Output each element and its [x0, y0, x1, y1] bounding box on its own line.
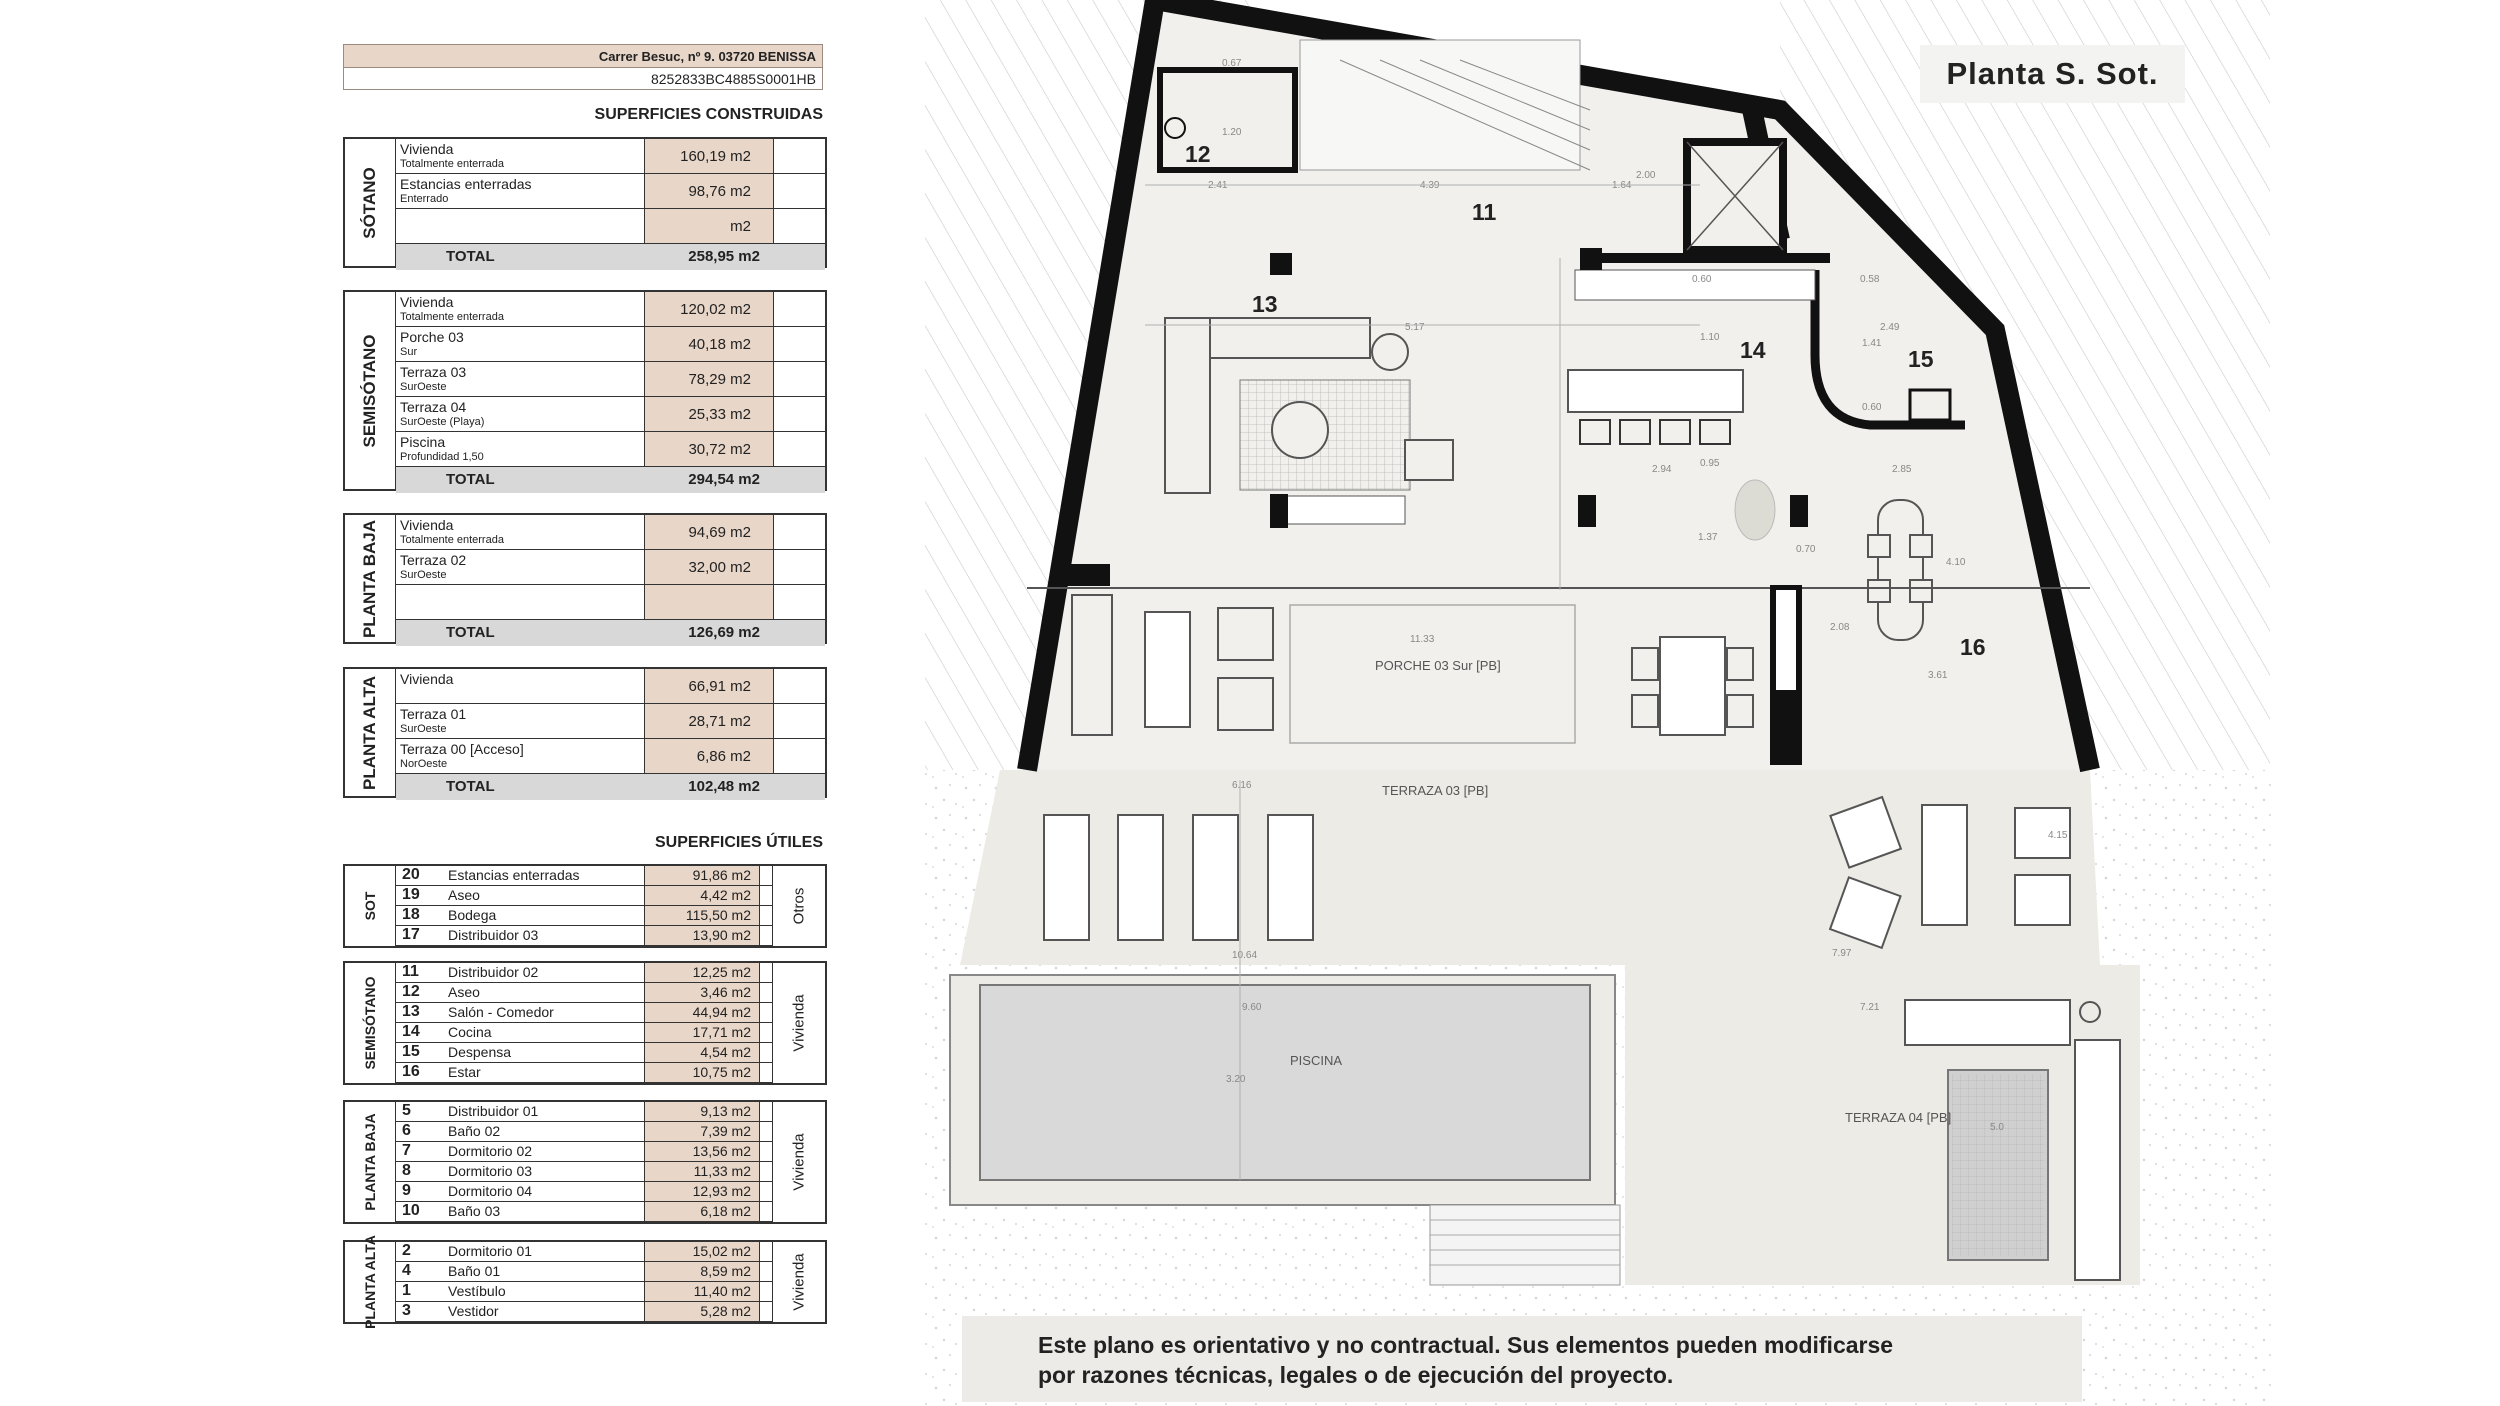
useful-floor-name — [343, 1100, 395, 1224]
useful-row — [396, 983, 773, 1003]
built-rows — [395, 667, 827, 798]
total-row — [396, 244, 825, 270]
built-row — [396, 515, 825, 550]
room-number: 8 — [402, 1162, 411, 1179]
room-name: Salón - Comedor — [448, 1004, 554, 1020]
total-row — [396, 620, 825, 646]
useful-floor-text: SOT — [362, 891, 378, 921]
built-table-1 — [343, 290, 827, 491]
space-name: Vivienda — [400, 294, 454, 310]
built-row — [396, 362, 825, 397]
fireplace-opening — [1776, 590, 1796, 690]
dim-label: 2.00 — [1636, 170, 1656, 181]
useful-row — [396, 1182, 773, 1202]
space-area: 6,86 m2 — [644, 739, 774, 773]
room-number: 20 — [402, 866, 420, 883]
cadastral-reference: 8252833BC4885S0001HB — [343, 68, 823, 90]
porche-label: PORCHE 03 Sur [PB] — [1375, 658, 1501, 673]
total-value: 102,48 m2 — [688, 778, 760, 795]
dim-label: 4.10 — [1946, 557, 1966, 568]
disclaimer-line-2: por razones técnicas, legales o de ejecución del proyecto. — [1038, 1362, 1674, 1388]
dim-label: 1.10 — [1700, 332, 1720, 343]
space-area: 25,33 m2 — [644, 397, 774, 431]
useful-table-3 — [343, 1235, 827, 1329]
space-subtitle: NorOeste — [400, 758, 448, 770]
built-row — [396, 209, 825, 244]
built-rows — [395, 137, 827, 268]
terrace-side-table — [1922, 805, 1967, 925]
useful-table-2 — [343, 1100, 827, 1224]
room-area: 11,40 m2 — [644, 1282, 760, 1301]
room-number-15: 15 — [1908, 346, 1934, 372]
total-value: 294,54 m2 — [688, 471, 760, 488]
room-name: Aseo — [448, 984, 480, 1000]
room-name: Estancias enterradas — [448, 867, 580, 883]
useful-row — [396, 1142, 773, 1162]
dim-label: 0.67 — [1222, 58, 1242, 69]
useful-floor-text: SEMISÓTANO — [362, 976, 378, 1070]
floor-name — [343, 137, 395, 268]
built-row — [396, 397, 825, 432]
dim-label: 3.20 — [1226, 1074, 1246, 1085]
useful-row — [396, 1162, 773, 1182]
room-area: 17,71 m2 — [644, 1023, 760, 1042]
room-name: Baño 01 — [448, 1263, 501, 1279]
room-number: 9 — [402, 1182, 411, 1199]
column — [1270, 253, 1292, 275]
built-row — [396, 292, 825, 327]
coffee-table — [1272, 402, 1328, 458]
dim-label: 10.64 — [1232, 950, 1258, 961]
floor-name-text: SÓTANO — [360, 166, 379, 239]
room-number-16: 16 — [1960, 634, 1986, 660]
useful-floor-text: PLANTA ALTA — [362, 1235, 378, 1329]
interior-stairs — [1300, 40, 1590, 170]
dim-label: 0.70 — [1796, 544, 1816, 555]
use-category-text: Otros — [790, 887, 808, 925]
useful-rows — [395, 1240, 827, 1324]
useful-row — [396, 1063, 773, 1083]
room-number: 10 — [402, 1202, 420, 1219]
room-area: 12,25 m2 — [644, 963, 760, 982]
dim-label: 2.49 — [1880, 322, 1900, 333]
column — [1270, 494, 1288, 528]
dim-label: 1.37 — [1698, 532, 1718, 543]
space-name: Terraza 00 [Acceso] — [400, 741, 524, 757]
dim-label: 2.94 — [1652, 464, 1672, 475]
dim-label: 2.41 — [1208, 180, 1228, 191]
space-area: 120,02 m2 — [644, 292, 774, 326]
dim-label: 0.60 — [1862, 402, 1882, 413]
room-number-11: 11 — [1472, 199, 1497, 225]
space-area: 40,18 m2 — [644, 327, 774, 361]
useful-row — [396, 926, 773, 946]
useful-row — [396, 866, 773, 886]
room-number-12: 12 — [1185, 141, 1211, 167]
useful-floor-name — [343, 864, 395, 948]
room-area: 3,46 m2 — [644, 983, 760, 1002]
space-name: Terraza 01 — [400, 706, 467, 722]
room-name: Distribuidor 03 — [448, 927, 539, 943]
room-name: Distribuidor 01 — [448, 1103, 539, 1119]
useful-row — [396, 1023, 773, 1043]
room-number: 12 — [402, 983, 420, 1000]
dining-table — [1878, 500, 1923, 640]
useful-row — [396, 1003, 773, 1023]
total-value: 126,69 m2 — [688, 624, 760, 641]
space-name: Porche 03 — [400, 329, 464, 345]
plant-icon — [1735, 480, 1775, 540]
built-row — [396, 432, 825, 467]
useful-table-1 — [343, 961, 827, 1085]
floor-name — [343, 667, 395, 798]
built-rows — [395, 290, 827, 491]
space-area: 66,91 m2 — [644, 669, 774, 703]
dim-label: 9.60 — [1242, 1002, 1262, 1013]
useful-row — [396, 1302, 773, 1322]
space-subtitle: Sur — [400, 346, 418, 358]
dim-label: 11.33 — [1410, 634, 1435, 645]
room-area: 13,56 m2 — [644, 1142, 760, 1161]
address-text: Carrer Besuc, nº 9. 03720 BENISSA — [343, 44, 823, 68]
useful-row — [396, 1102, 773, 1122]
space-subtitle: Enterrado — [400, 193, 449, 205]
floor-name-text: PLANTA BAJA — [360, 519, 379, 638]
space-subtitle: Totalmente enterrada — [400, 311, 504, 323]
dim-label: 7.97 — [1832, 948, 1852, 959]
useful-rows — [395, 1100, 827, 1224]
built-rows — [395, 513, 827, 644]
room-area: 91,86 m2 — [644, 866, 760, 885]
room-number: 19 — [402, 886, 420, 903]
room-name: Despensa — [448, 1044, 512, 1060]
built-row — [396, 585, 825, 620]
terrace-04-sofa — [1905, 1000, 2070, 1045]
room-number: 7 — [402, 1142, 411, 1159]
floor-name-text: PLANTA ALTA — [360, 675, 379, 790]
built-row — [396, 739, 825, 774]
space-subtitle: SurOeste — [400, 723, 447, 735]
space-name: Piscina — [400, 434, 446, 450]
dim-label: 2.85 — [1892, 464, 1912, 475]
dim-label: 6.16 — [1232, 780, 1252, 791]
room-number-14: 14 — [1740, 337, 1766, 363]
room-area: 13,90 m2 — [644, 926, 760, 945]
dim-label: 4.39 — [1420, 180, 1440, 191]
space-name: Vivienda — [400, 517, 454, 533]
column — [1578, 495, 1596, 527]
built-table-2 — [343, 513, 827, 644]
total-row — [396, 467, 825, 493]
space-subtitle: SurOeste (Playa) — [400, 416, 485, 428]
space-area: 32,00 m2 — [644, 550, 774, 584]
room-area: 44,94 m2 — [644, 1003, 760, 1022]
room-name: Dormitorio 04 — [448, 1183, 533, 1199]
room-area: 10,75 m2 — [644, 1063, 760, 1082]
porch-lounger — [1145, 612, 1190, 727]
exterior-stairs — [1430, 1205, 1620, 1285]
use-category — [772, 866, 825, 946]
useful-row — [396, 906, 773, 926]
room-area: 15,02 m2 — [644, 1242, 760, 1261]
built-table-0 — [343, 137, 827, 268]
dim-label: 2.08 — [1830, 622, 1850, 633]
useful-rows — [395, 961, 827, 1085]
built-row — [396, 550, 825, 585]
room-number: 16 — [402, 1063, 420, 1080]
room-name: Bodega — [448, 907, 497, 923]
space-area: 98,76 m2 — [644, 174, 774, 208]
room-number-13: 13 — [1252, 291, 1278, 317]
useful-row — [396, 963, 773, 983]
dim-label: 4.15 — [2048, 830, 2068, 841]
room-number: 11 — [402, 963, 419, 980]
side-table — [1372, 334, 1408, 370]
space-name: Terraza 03 — [400, 364, 467, 380]
dim-label: 0.60 — [1692, 274, 1712, 285]
space-area: 160,19 m2 — [644, 139, 774, 173]
useful-floor-name — [343, 961, 395, 1085]
disclaimer — [962, 1316, 2082, 1402]
space-name: Estancias enterradas — [400, 176, 532, 192]
room-area: 9,13 m2 — [644, 1102, 760, 1121]
built-areas-title: SUPERFICIES CONSTRUIDAS — [594, 106, 823, 123]
total-label: TOTAL — [446, 471, 495, 488]
room-number: 17 — [402, 926, 420, 943]
terrace-04-bench — [2075, 1040, 2120, 1280]
room-name: Dormitorio 03 — [448, 1163, 533, 1179]
terraza-04-label: TERRAZA 04 [PB] — [1845, 1110, 1952, 1125]
built-table-3 — [343, 667, 827, 798]
room-number: 2 — [402, 1242, 411, 1259]
space-name: Terraza 04 — [400, 399, 467, 415]
space-area: 30,72 m2 — [644, 432, 774, 466]
terrace-table-texture — [1952, 1074, 2044, 1256]
room-area: 7,39 m2 — [644, 1122, 760, 1141]
tv-console — [1280, 496, 1405, 524]
area-tables-panel — [0, 0, 900, 1406]
space-subtitle: Profundidad 1,50 — [400, 451, 484, 463]
room-name: Cocina — [448, 1024, 492, 1040]
room-name: Estar — [448, 1064, 481, 1080]
room-number: 3 — [402, 1302, 411, 1319]
room-area: 6,18 m2 — [644, 1202, 760, 1221]
useful-table-0 — [343, 864, 827, 948]
room-number: 5 — [402, 1102, 411, 1119]
room-name: Baño 02 — [448, 1123, 501, 1139]
dim-label: 1.20 — [1222, 127, 1242, 138]
useful-row — [396, 1122, 773, 1142]
dim-label: 0.95 — [1700, 458, 1720, 469]
floor-name — [343, 513, 395, 644]
dim-label: 1.64 — [1612, 180, 1632, 191]
terraza-03-label: TERRAZA 03 [PB] — [1382, 783, 1489, 798]
useful-row — [396, 1242, 773, 1262]
room-number: 4 — [402, 1262, 411, 1279]
room-number: 13 — [402, 1003, 420, 1020]
useful-rows — [395, 864, 827, 948]
floor-plan — [925, 0, 2275, 1406]
piscina-label: PISCINA — [1290, 1053, 1343, 1068]
space-subtitle: Totalmente enterrada — [400, 534, 504, 546]
useful-areas-title: SUPERFICIES ÚTILES — [654, 834, 823, 851]
dim-label: 5.17 — [1405, 322, 1425, 333]
floor-name-text: SEMISÓTANO — [360, 333, 379, 448]
built-row — [396, 669, 825, 704]
room-name: Distribuidor 02 — [448, 964, 539, 980]
swimming-pool — [980, 985, 1590, 1180]
room-area: 11,33 m2 — [644, 1162, 760, 1181]
armchair — [1405, 440, 1453, 480]
disclaimer-line-1: Este plano es orientativo y no contractual. Sus elementos pueden modificarse — [1038, 1332, 1894, 1358]
column — [1580, 248, 1602, 270]
plan-title: Planta S. Sot. — [1920, 45, 2185, 103]
space-name: Vivienda — [400, 671, 454, 687]
total-label: TOTAL — [446, 778, 495, 795]
built-row — [396, 139, 825, 174]
dim-label: 3.61 — [1928, 670, 1948, 681]
room-number: 14 — [402, 1023, 420, 1040]
porch-bench — [1072, 595, 1112, 735]
space-name: Vivienda — [400, 141, 454, 157]
space-subtitle: SurOeste — [400, 569, 447, 581]
dim-label: 5.0 — [1990, 1122, 2004, 1133]
space-area: m2 — [644, 209, 774, 243]
built-row — [396, 174, 825, 209]
room-name: Vestíbulo — [448, 1283, 506, 1299]
total-value: 258,95 m2 — [688, 248, 760, 265]
room-area: 12,93 m2 — [644, 1182, 760, 1201]
dim-label: 7.21 — [1860, 1002, 1880, 1013]
room-number: 15 — [402, 1043, 420, 1060]
useful-floor-name — [343, 1235, 395, 1329]
porch-table — [1660, 637, 1725, 735]
useful-row — [396, 1282, 773, 1302]
useful-row — [396, 1043, 773, 1063]
kitchen-counter — [1568, 370, 1743, 412]
property-header — [343, 44, 823, 91]
column — [1790, 495, 1808, 527]
total-label: TOTAL — [446, 248, 495, 265]
floor-name — [343, 290, 395, 491]
room-number: 6 — [402, 1122, 411, 1139]
space-subtitle: Totalmente enterrada — [400, 158, 504, 170]
room-name: Vestidor — [448, 1303, 499, 1319]
use-category-text: Vivienda — [790, 1253, 808, 1311]
useful-row — [396, 1262, 773, 1282]
room-area: 4,42 m2 — [644, 886, 760, 905]
space-area: 28,71 m2 — [644, 704, 774, 738]
use-category — [772, 963, 825, 1083]
space-area: 78,29 m2 — [644, 362, 774, 396]
room-number: 18 — [402, 906, 420, 923]
use-category — [772, 1102, 825, 1222]
space-name: Terraza 02 — [400, 552, 467, 568]
use-category-text: Vivienda — [790, 994, 808, 1052]
dim-label: 1.41 — [1862, 338, 1882, 349]
space-area — [644, 585, 774, 619]
useful-floor-text: PLANTA BAJA — [362, 1113, 378, 1211]
dim-label: 0.58 — [1860, 274, 1880, 285]
useful-row — [396, 886, 773, 906]
room-number: 1 — [402, 1282, 411, 1299]
useful-row — [396, 1202, 773, 1222]
use-category-text: Vivienda — [790, 1133, 808, 1191]
room-name: Dormitorio 02 — [448, 1143, 533, 1159]
room-area: 115,50 m2 — [644, 906, 760, 925]
use-category — [772, 1242, 825, 1322]
total-label: TOTAL — [446, 624, 495, 641]
space-subtitle: SurOeste — [400, 381, 447, 393]
room-name: Aseo — [448, 887, 480, 903]
total-row — [396, 774, 825, 800]
room-area: 4,54 m2 — [644, 1043, 760, 1062]
built-row — [396, 704, 825, 739]
built-row — [396, 327, 825, 362]
room-name: Dormitorio 01 — [448, 1243, 533, 1259]
room-name: Baño 03 — [448, 1203, 501, 1219]
room-area: 5,28 m2 — [644, 1302, 760, 1321]
space-area: 94,69 m2 — [644, 515, 774, 549]
room-area: 8,59 m2 — [644, 1262, 760, 1281]
